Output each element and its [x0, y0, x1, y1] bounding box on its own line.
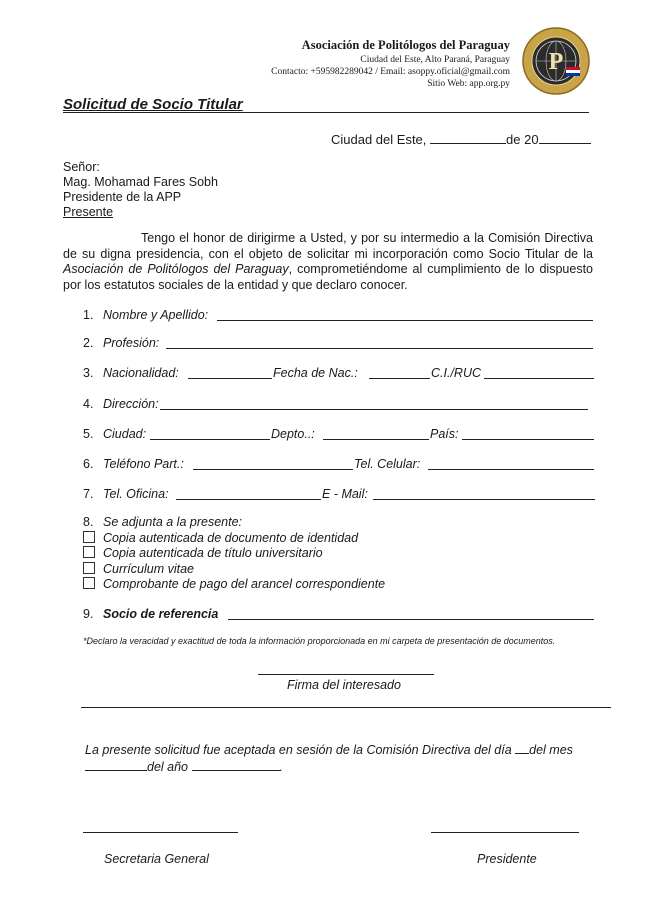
reference-input-line[interactable]	[228, 619, 594, 620]
attachment-checkbox[interactable]	[83, 562, 95, 574]
secretary-signature-line[interactable]	[83, 832, 238, 833]
secretary-label: Secretaria General	[104, 852, 209, 866]
field-name-label: Nombre y Apellido:	[103, 308, 209, 322]
field-email-label: E - Mail:	[322, 487, 368, 501]
year-label: de 20	[506, 132, 539, 147]
section-divider	[81, 707, 611, 708]
country-input-line[interactable]	[462, 439, 594, 440]
attachment-item: Currículum vitae	[83, 562, 385, 578]
field-home-phone-label: Teléfono Part.:	[103, 457, 184, 471]
attachment-checkbox[interactable]	[83, 531, 95, 543]
applicant-signature-label: Firma del interesado	[287, 678, 401, 692]
field-birthdate-label: Fecha de Nac.:	[273, 366, 358, 380]
profession-input-line[interactable]	[166, 348, 593, 349]
field-nationality-label: Nacionalidad:	[103, 366, 179, 380]
document-title: Solicitud de Socio Titular	[63, 96, 243, 113]
attachment-checkbox[interactable]	[83, 546, 95, 558]
body-part2: , comprometiéndome al cumplimiento de lo dispuesto por los estatutos sociales de la entidad y que declaro conocer.	[63, 262, 593, 292]
ci-ruc-input-line[interactable]	[484, 378, 594, 379]
body-org-name: Asociación de Politólogos del Paraguay	[63, 262, 289, 276]
field-office-row: 7. Tel. Oficina:	[83, 487, 169, 501]
org-contact: Contacto: +595982289042 / Email: asoppy.oficial@gmail.com	[271, 67, 510, 77]
field-address: 4. Dirección:	[83, 397, 159, 411]
logo-letter: P	[548, 49, 564, 75]
nationality-input-line[interactable]	[188, 378, 272, 379]
request-body	[63, 231, 593, 293]
city-input-line[interactable]	[150, 439, 270, 440]
place-date-line	[331, 131, 591, 147]
org-website: Sitio Web: app.org.py	[427, 79, 510, 89]
office-phone-input-line[interactable]	[176, 499, 321, 500]
field-profession-label: Profesión:	[103, 336, 160, 350]
attachments-label: Se adjunta a la presente:	[103, 515, 242, 529]
mobile-input-line[interactable]	[428, 469, 594, 470]
declaration-note: *Declaro la veracidad y exactitud de toda la información proporcionada en mi carpeta de presentación de documentos.	[83, 636, 556, 646]
acceptance-year-blank[interactable]	[192, 758, 280, 771]
email-input-line[interactable]	[373, 499, 595, 500]
attachment-item: Copia autenticada de título universitario	[83, 546, 385, 562]
birthdate-input-line[interactable]	[369, 378, 430, 379]
field-name: 1. Nombre y Apellido:	[83, 308, 209, 322]
address-input-line[interactable]	[160, 409, 588, 410]
field-department-label: Depto..:	[271, 427, 315, 441]
field-nationality-row: 3. Nacionalidad:	[83, 366, 179, 380]
city-label: Ciudad del Este,	[331, 132, 427, 147]
field-country-label: País:	[430, 427, 459, 441]
title-rule	[63, 112, 589, 113]
salutation: Señor:	[63, 160, 100, 174]
day-month-blank[interactable]	[430, 131, 506, 144]
field-mobile-label: Tel. Celular:	[354, 457, 421, 471]
year-blank[interactable]	[539, 131, 591, 144]
association-seal-logo	[522, 27, 590, 95]
attachment-checkbox[interactable]	[83, 577, 95, 589]
applicant-signature-line[interactable]	[258, 674, 434, 675]
field-city-row: 5. Ciudad:	[83, 427, 147, 441]
presente-label: Presente	[63, 205, 114, 219]
attachment-item: Copia autenticada de documento de identidad	[83, 531, 385, 547]
field-address-label: Dirección:	[103, 397, 159, 411]
attachments-section: 8. Se adjunta a la presente: Copia autenticada de documento de identidad Copia autenticada de título universitario Currículum vitae Comprobante de pago del arancel correspondiente	[83, 515, 386, 591]
acceptance-month-blank[interactable]	[85, 758, 147, 771]
field-phone-row: 6. Teléfono Part.:	[83, 457, 184, 471]
org-location: Ciudad del Este, Alto Paraná, Paraguay	[360, 55, 510, 65]
acceptance-day-blank[interactable]	[515, 741, 529, 754]
addressee-name: Mag. Mohamad Fares Sobh	[63, 175, 218, 189]
reference-label: Socio de referencia	[103, 607, 219, 621]
attachment-item: Comprobante de pago del arancel correspondiente	[83, 577, 385, 593]
home-phone-input-line[interactable]	[193, 469, 353, 470]
field-office-phone-label: Tel. Oficina:	[103, 487, 169, 501]
field-profession: 2. Profesión:	[83, 336, 160, 350]
field-reference: 9. Socio de referencia	[83, 607, 219, 621]
body-part1: Tengo el honor de dirigirme a Usted, y por su intermedio a la Comisión Directiva de su digna presidencia, con el objeto de solicitar mi incorporación como Socio Titular de la	[63, 231, 593, 261]
president-signature-line[interactable]	[431, 832, 579, 833]
field-ci-ruc-label: C.I./RUC	[431, 366, 481, 380]
president-label: Presidente	[477, 852, 537, 866]
addressee-role: Presidente de la APP	[63, 190, 182, 204]
name-input-line[interactable]	[217, 320, 593, 321]
field-city-label: Ciudad:	[103, 427, 147, 441]
org-name: Asociación de Politólogos del Paraguay	[301, 38, 510, 52]
department-input-line[interactable]	[323, 439, 429, 440]
acceptance-statement: La presente solicitud fue aceptada en sesión de la Comisión Directiva del día del mes del año .	[85, 743, 573, 774]
